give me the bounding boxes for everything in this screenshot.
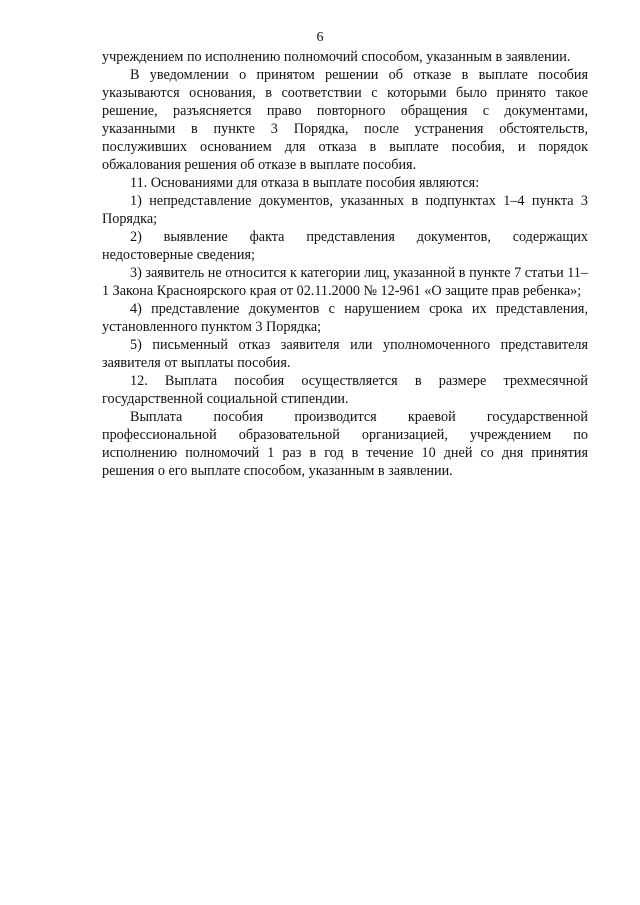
paragraph-payment: Выплата пособия производится краевой государственной профессиональной образовательной организацией, учреждением по исполнению полномочий 1 раз в год в течение 10 дней со дня принятия решения о его выплате способом, указанным в заявлении. [102,409,588,479]
list-item-3: 3) заявитель не относится к категории лиц, указанной в пункте 7 статьи 11–1 Закона Красноярского края от 02.11.2000 № 12-961 «О защите прав ребенка»; [102,265,588,299]
list-item-2: 2) выявление факта представления документов, содержащих недостоверные сведения; [102,229,588,263]
paragraph-continuation: учреждением по исполнению полномочий способом, указанным в заявлении. [102,49,571,65]
paragraph-notice-grounds: В уведомлении о принятом решении об отказе в выплате пособия указываются основания, в соответствии с которыми было принято такое решение, разъясняется право повторного обращения с документами, указанными в пункте 3 Порядка, после устранения обстоятельств, послуживших основанием для отказа в выплате пособия, и порядок обжалования решения об отказе в выплате пособия. [102,67,588,173]
list-item-1: 1) непредставление документов, указанных в подпунктах 1–4 пункта 3 Порядка; [102,193,588,227]
list-item-4: 4) представление документов с нарушением срока их представления, установленного пунктом 3 Порядка; [102,301,588,335]
paragraph-12: 12. Выплата пособия осуществляется в размере трехмесячной государственной социальной стипендии. [102,373,588,407]
paragraph-11-heading: 11. Основаниями для отказа в выплате пособия являются: [130,175,480,191]
list-item-5: 5) письменный отказ заявителя или уполномоченного представителя заявителя от выплаты пособия. [102,337,588,371]
document-body [102,48,588,480]
page-number: 6 [316,30,324,45]
